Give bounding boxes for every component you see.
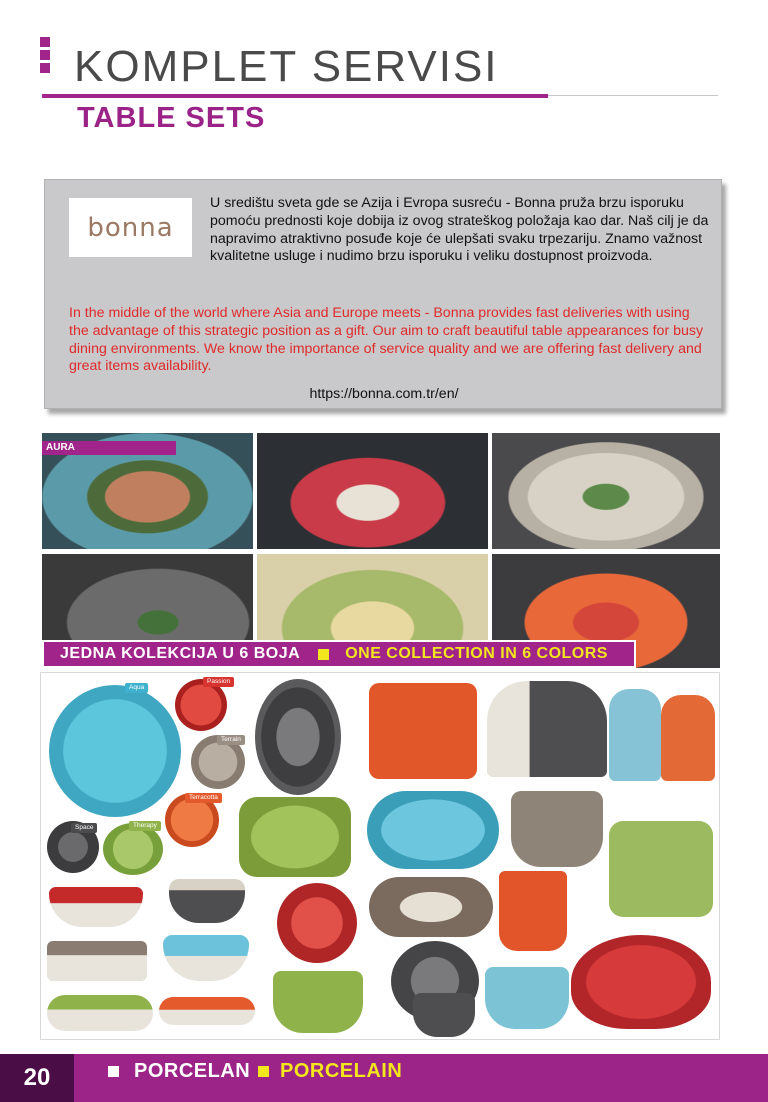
- color-tag-terrain: Terrain: [217, 735, 245, 745]
- photo-salad-plate: [492, 433, 720, 549]
- plate-aqua: [49, 685, 181, 817]
- website-link[interactable]: https://bonna.com.tr/en/: [309, 386, 459, 402]
- banner-text-english: ONE COLLECTION IN 6 COLORS: [345, 645, 608, 662]
- page-number: 20: [0, 1054, 74, 1102]
- color-tag-aqua: Aqua: [125, 683, 148, 693]
- bowl-aqua: [163, 935, 249, 981]
- jug-therapy: [609, 821, 713, 917]
- teapot-passion: [571, 935, 711, 1029]
- cup-aqua: [485, 967, 569, 1029]
- color-tag-terracotta: Terracotta: [185, 793, 222, 803]
- color-tag-space: Space: [71, 823, 97, 833]
- page-footer: [0, 1054, 768, 1102]
- brand-info-box: [44, 179, 722, 409]
- oval-tray-terrain: [369, 877, 493, 937]
- cup-therapy: [273, 971, 363, 1033]
- rect-plate-therapy: [239, 797, 351, 877]
- page-subtitle: TABLE SETS: [77, 102, 266, 134]
- creamer-terrain: [511, 791, 603, 867]
- plate-passion-small: [277, 883, 357, 963]
- color-tag-passion: Passion: [203, 677, 234, 687]
- napkin-holder-space: [487, 681, 607, 777]
- product-showcase: [40, 672, 720, 1040]
- bullet-dot: [40, 63, 50, 73]
- oval-plate-aqua: [367, 791, 499, 869]
- banner-square-icon: [318, 649, 329, 660]
- title-bullet-dots: [40, 37, 50, 76]
- bullet-dot: [40, 50, 50, 60]
- cup-space: [413, 993, 475, 1037]
- dish-terracotta: [159, 997, 255, 1025]
- color-tag-therapy: Therapy: [129, 821, 161, 831]
- logo-text: bonna: [87, 212, 174, 243]
- square-bowl-terrain: [47, 941, 147, 981]
- footer-square-icon-yellow: [258, 1066, 269, 1077]
- photo-noodle-bowl: [257, 433, 488, 549]
- page-title: KOMPLET SERVISI: [74, 42, 499, 91]
- description-english: In the middle of the world where Asia and Europe meets - Bonna provides fast deliveries with using the advantage of this strategic position as a gift. Our aim to craft beautiful table appearances for busy dining environments. We know the importance of service quality and we are offering fast delivery and great items availability.: [69, 305, 704, 375]
- shaker-aqua: [609, 689, 661, 781]
- collection-banner: [42, 640, 636, 668]
- title-underline-gray: [548, 95, 718, 96]
- square-plate-terracotta: [369, 683, 477, 779]
- mug-terracotta: [499, 871, 567, 951]
- oval-plate-space: [255, 679, 341, 795]
- bullet-dot: [40, 37, 50, 47]
- shaker-terracotta: [661, 695, 715, 781]
- dish-therapy: [47, 995, 153, 1031]
- banner-text-serbian: JEDNA KOLEKCIJA U 6 BOJA: [60, 645, 301, 662]
- description-serbian-text: U središtu sveta gde se Azija i Evropa susreću - Bonna pruža brzu isporuku pomoću prednosti koje dobija iz ovog strateškog položaja kao dar. Naš cilj je da napravimo atraktivno posuđe koje će ulepšati svaku trpezariju. Znamo važnost kvalitetne usluge i nudimo brzu isporuku i veliku dostupnost proizvoda.: [210, 195, 709, 265]
- bonna-logo: [69, 198, 192, 257]
- footer-label-serbian: PORCELAN: [134, 1060, 251, 1082]
- collection-name-label: AURA: [42, 441, 176, 455]
- bowl-passion: [49, 887, 143, 927]
- title-underline: [42, 94, 548, 98]
- bowl-space: [169, 879, 245, 923]
- footer-square-icon: [108, 1066, 119, 1077]
- footer-label-english: PORCELAIN: [280, 1060, 403, 1082]
